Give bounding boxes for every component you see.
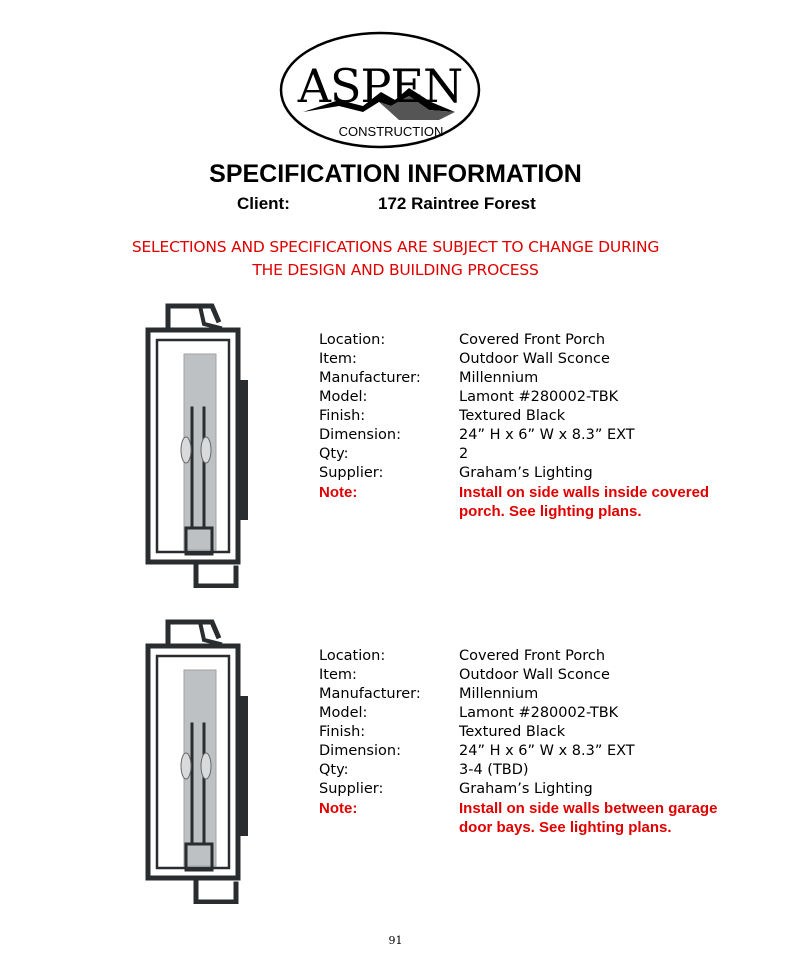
- spec-value: 24” H x 6” W x 8.3” EXT: [459, 743, 635, 759]
- spec-label: Finish:: [319, 408, 366, 424]
- spec-label: Supplier:: [319, 465, 384, 481]
- spec-value: Covered Front Porch: [459, 332, 606, 348]
- note-label: Note:: [319, 484, 358, 501]
- spec-label: Finish:: [319, 724, 366, 740]
- spec-row-manufacturer: [319, 369, 759, 388]
- spec-row-location: [319, 331, 759, 350]
- spec-row-qty: [319, 761, 759, 780]
- spec-value: Outdoor Wall Sconce: [459, 667, 610, 683]
- spec-label: Dimension:: [319, 427, 401, 443]
- spec-label: Location:: [319, 332, 386, 348]
- spec-label: Manufacturer:: [319, 686, 421, 702]
- spec-row-item: [319, 666, 759, 685]
- spec-row-supplier: [319, 780, 759, 799]
- spec-row-supplier: [319, 464, 759, 483]
- wall-sconce-image: [140, 298, 258, 588]
- spec-row-model: [319, 704, 759, 723]
- spec-label: Qty:: [319, 446, 349, 462]
- spec-row-note: [319, 483, 759, 520]
- disclaimer-line-1: SELECTIONS AND SPECIFICATIONS ARE SUBJECT TO CHANGE DURING: [131, 238, 660, 256]
- aspen-construction-logo: [279, 30, 481, 150]
- spec-value: Graham’s Lighting: [459, 465, 593, 481]
- spec-value: 3-4 (TBD): [459, 762, 529, 778]
- spec-label: Item:: [319, 351, 357, 367]
- spec-row-location: [319, 647, 759, 666]
- wall-sconce-image: [140, 614, 258, 904]
- spec-block: [319, 331, 759, 520]
- spec-label: Supplier:: [319, 781, 384, 797]
- spec-row-dimension: [319, 742, 759, 761]
- logo-subtitle: CONSTRUCTION: [338, 124, 444, 139]
- spec-row-manufacturer: [319, 685, 759, 704]
- spec-value: Outdoor Wall Sconce: [459, 351, 610, 367]
- spec-row-note: [319, 799, 759, 836]
- spec-label: Qty:: [319, 762, 349, 778]
- spec-row-model: [319, 388, 759, 407]
- spec-value: Covered Front Porch: [459, 648, 606, 664]
- spec-row-qty: [319, 445, 759, 464]
- spec-label: Location:: [319, 648, 386, 664]
- spec-row-finish: [319, 407, 759, 426]
- logo-name: ASPEN: [297, 59, 463, 113]
- spec-value: 24” H x 6” W x 8.3” EXT: [459, 427, 635, 443]
- client-value: 172 Raintree Forest: [378, 194, 536, 213]
- spec-label: Manufacturer:: [319, 370, 421, 386]
- note-text: Install on side walls between garage door bays. See lighting plans.: [459, 800, 718, 836]
- spec-value: Millennium: [459, 370, 539, 386]
- spec-value: Graham’s Lighting: [459, 781, 593, 797]
- spec-value: 2: [459, 446, 469, 462]
- note-text: Install on side walls inside covered porch. See lighting plans.: [459, 484, 710, 520]
- spec-value: Lamont #280002-TBK: [459, 705, 619, 721]
- spec-label: Dimension:: [319, 743, 401, 759]
- spec-row-dimension: [319, 426, 759, 445]
- client-label: Client:: [237, 194, 290, 213]
- spec-block: [319, 647, 759, 836]
- spec-label: Model:: [319, 389, 368, 405]
- disclaimer-line-2: THE DESIGN AND BUILDING PROCESS: [252, 261, 539, 279]
- spec-label: Model:: [319, 705, 368, 721]
- spec-value: Millennium: [459, 686, 539, 702]
- note-label: Note:: [319, 800, 358, 817]
- spec-value: Textured Black: [459, 724, 566, 740]
- page-number: 91: [388, 934, 403, 947]
- page-title: SPECIFICATION INFORMATION: [209, 160, 582, 188]
- spec-row-item: [319, 350, 759, 369]
- spec-value: Textured Black: [459, 408, 566, 424]
- spec-value: Lamont #280002-TBK: [459, 389, 619, 405]
- spec-row-finish: [319, 723, 759, 742]
- spec-label: Item:: [319, 667, 357, 683]
